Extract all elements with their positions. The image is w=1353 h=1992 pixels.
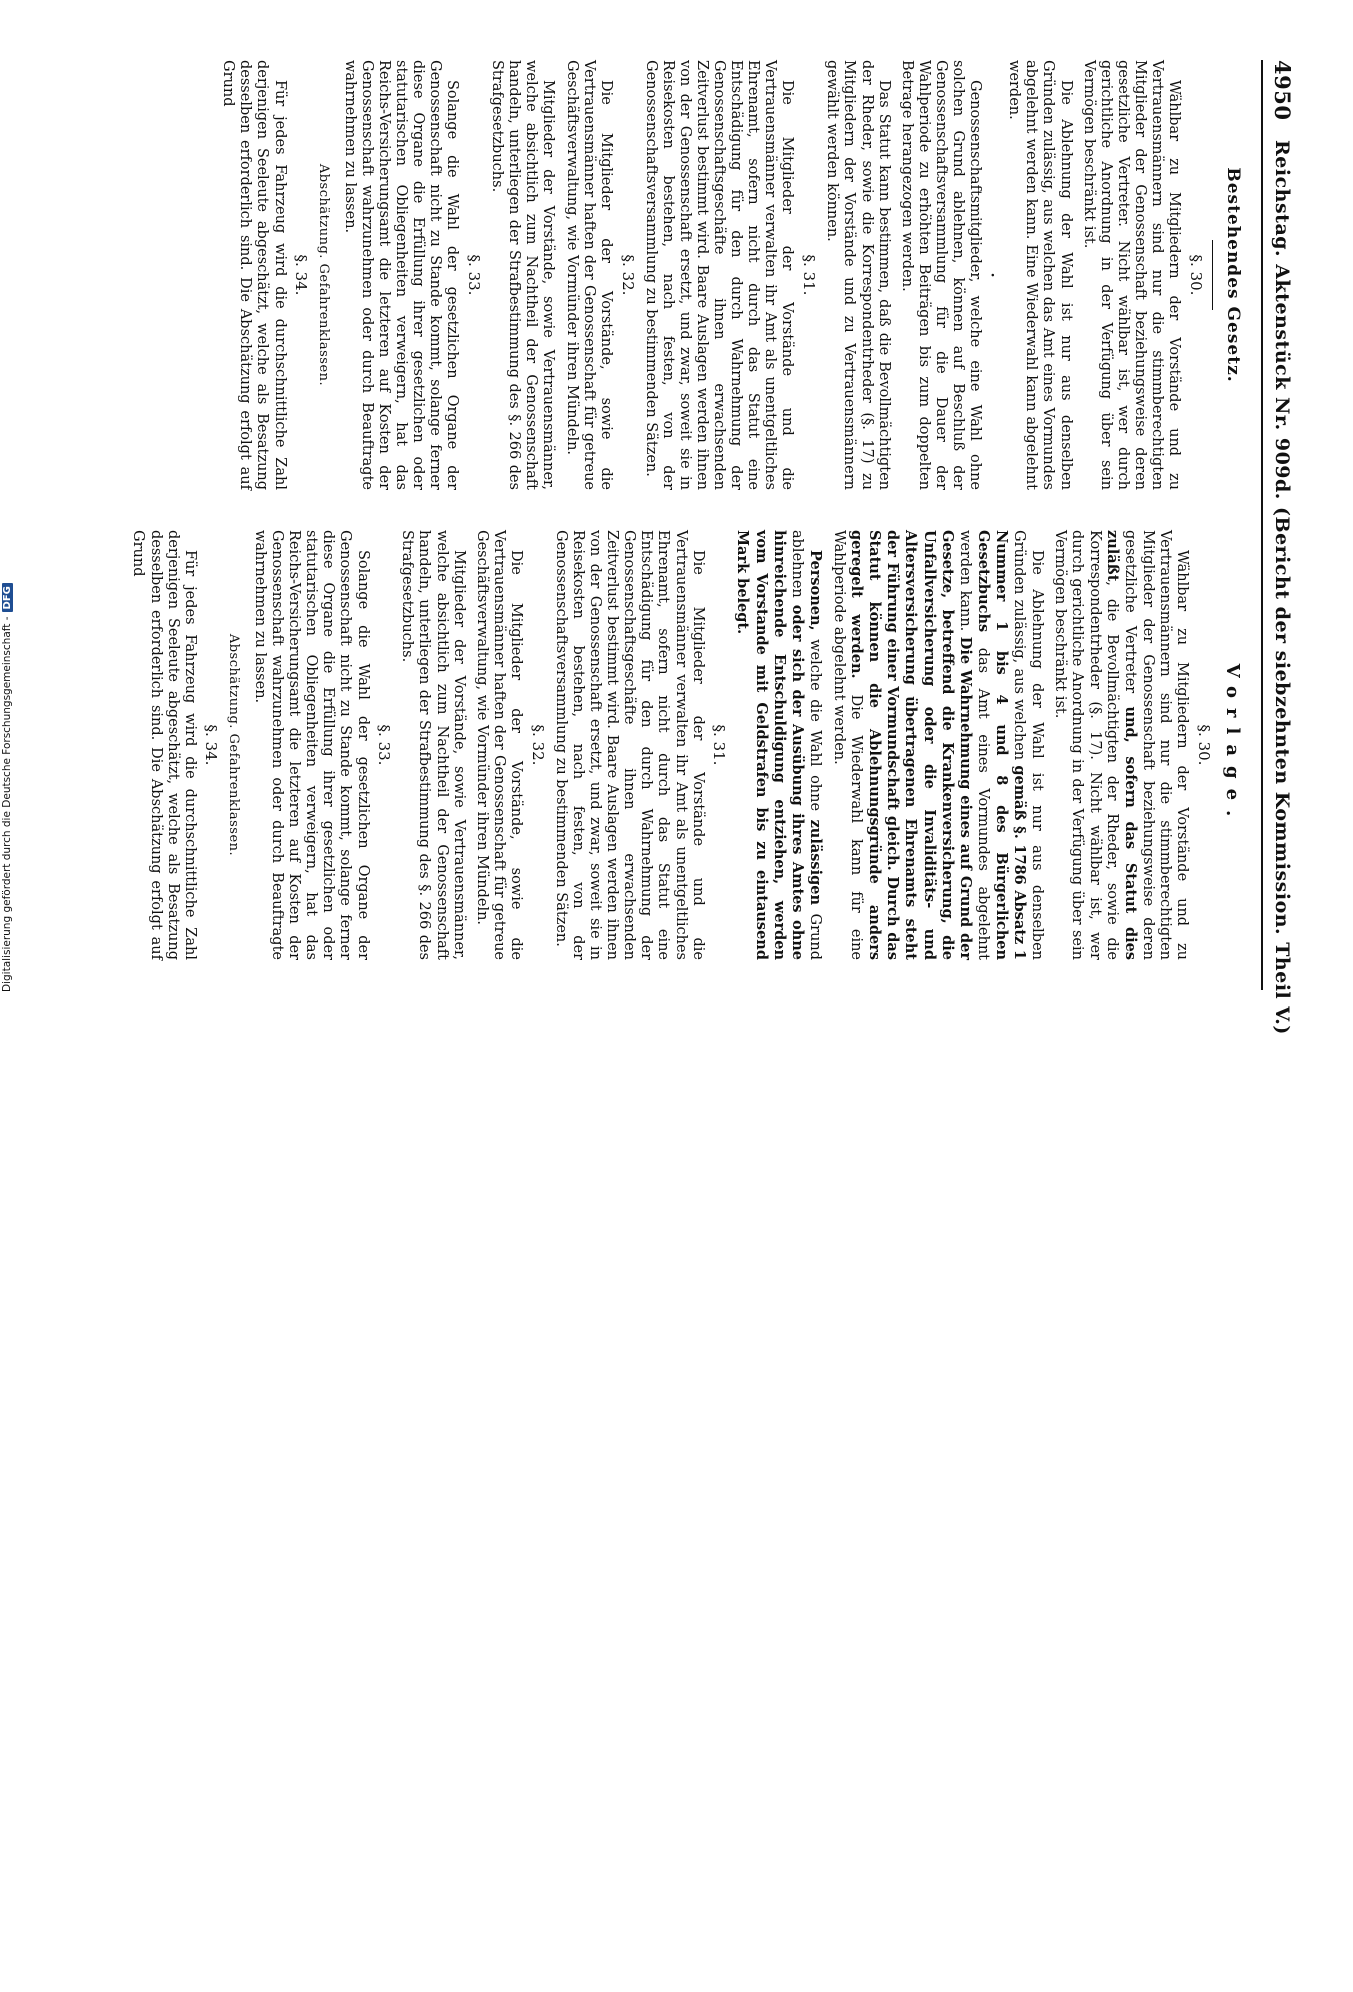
bold-amendment: oder sich der Ausübung ihres Amtes ohne hinreichende Entschuldigung entziehen, werden vom Vorstande mit Geldstrafen bis zu eintausend Mark belegt. [734,530,806,961]
dfg-logo: DFG [2,583,13,612]
page-header [1265,60,1295,1035]
section-heading: §. 30. [1194,724,1213,766]
column-title: Vorlage. [1222,663,1243,827]
paragraph: Solange die Wahl der gesetzlichen Organe der Genossenschaft nicht zu Stande kommt, solange ferner diese Organe die Erfüllung ihrer gesetzlichen oder statutarischen Obliegenheiten verweigern, hat das Reichs-Versicherungsamt die letzteren auf Kosten der Genossenschaft wahrzunehmen oder durch Beauftragte wahrnehmen zu lassen. [251,530,371,960]
text-run: das Amt eines Vormundes abgelehnt werden kann. [956,530,991,960]
section-heading: §. 32. [618,254,637,296]
bold-amendment: zulässigen [806,819,824,905]
credit-line [1,0,13,992]
text-run: Die Ablehnung der Wahl ist nur aus denselben Gründen zulässig, aus welchen [1011,530,1046,960]
column-title: Bestehendes Gesetz. [1223,167,1243,383]
bold-amendment: Personen, [806,550,824,631]
paragraph: Das Statut kann bestimmen, daß die Bevollmächtigten der Rheder, sowie die Korrespondentrheder (§. 17) zu Mitgliedern der Vorstände und zu Vertrauensmännern gewählt werden können. [824,60,892,490]
document-page [65,60,1295,1035]
paragraph: Die Mitglieder der Vorstände und die Vertrauensmänner verwalten ihr Amt als unentgeltliches Ehrenamt, sofern nicht durch das Statut eine Entschädigung für den durch Wahrnehmung der Genossenschaftsgeschäfte ihnen erwachsenden Zeitverlust bestimmt wird. Baare Auslagen werden ihnen von der Genossenschaft ersetzt, und zwar, soweit sie in Reisekosten bestehen, nach festen, von der Genossenschaftsversammlung zu bestimmenden Sätzen. [552,530,706,960]
page-number: 4950 [1270,60,1295,121]
text-run: Grund ablehnen [788,530,823,960]
paragraph: Genossenschaftsmitglieder, welche eine Wahl ohne solchen Grund ablehnen, können auf Beschluß der Genossenschaftsversammlung für die Dauer der Wahlperiode zu erhöhten Beiträgen bis zum doppelten Betrage herangezogen werden. [898,60,984,490]
digitization-credit [1,586,15,1992]
paragraph: Mitglieder der Vorstände, sowie Vertrauensmänner, welche absichtlich zum Nachtheil der Genossenschaft handeln, unterliegen der Strafbestimmung des §. 266 des Strafgesetzbuchs. [489,60,557,490]
section-heading: §. 31. [800,254,819,296]
text-run: , die Bevollmächtigten der Rheder, sowie die Korrespondentrheder (§. 17). Nicht wählbar ist, wer durch gerichtliche Anordnung in der Verfügung über sein Vermögen beschränkt ist. [1052,530,1120,960]
paragraph: Die Mitglieder der Vorstände, sowie die Vertrauensmänner haften der Genossenschaft für getreue Geschäftsverwaltung, wie Vormünder ihren Mündeln. [473,530,524,960]
column-existing-law [79,60,1249,490]
paragraph: Die Ablehnung der Wahl ist nur aus denselben Gründen zulässig, aus welchen das Amt eines Vormundes abgelehnt werden kann. Eine Wiederwahl kann abgelehnt werden. [1006,60,1074,490]
paragraph: Die Mitglieder der Vorstände und die Vertrauensmänner verwalten ihr Amt als unentgeltliches Ehrenamt, sofern nicht durch das Statut eine Entschädigung für den durch Wahrnehmung der Genossenschaftsgeschäfte ihnen erwachsenden Zeitverlust bestimmt wird. Baare Auslagen werden ihnen von der Genossenschaft ersetzt, und zwar, soweit sie in Reisekosten bestehen, nach festen, von der Genossenschaftsversammlung zu bestimmenden Sätzen. [642,60,796,490]
section-subheading: Abschätzung. Gefahrenklassen. [315,163,331,387]
title-rule [1212,240,1213,310]
text-run: Wählbar zu Mitgliedern der Vorstände und zu Vertrauensmännern sind nur die stimmberechtigten Mitglieder der Genossenschaft beziehungsweise deren gesetzliche Vertreter [1121,530,1191,960]
section-heading: §. 30. [1186,254,1205,296]
credit-text: Digitalisierung gefördert durch die Deutsche Forschungsgemeinschaft - [1,616,13,992]
header-rule [1261,60,1263,990]
bold-amendment: und, sofern das Statut dies zuläßt [1103,530,1139,961]
section-heading: §. 33. [465,254,484,296]
paragraph: Für jedes Fahrzeug wird die durchschnittliche Zahl derjenigen Seeleute abgeschätzt, welche als Besatzung desselben erforderlich sind. Die Abschätzung erfolgt auf Grund [220,60,288,490]
section-heading: §. 34. [292,254,311,296]
section-heading: §. 34. [202,724,221,766]
paragraph [1051,530,1190,960]
paragraph [733,530,824,960]
running-title: Reichstag. Aktenstück Nr. 909d. (Bericht der siebzehnten Kommission. Theil V.) [1271,140,1293,1035]
paragraph: Die Mitglieder der Vorstände, sowie die Vertrauensmänner haften der Genossenschaft für getreue Geschäftsverwaltung, wie Vormünder ihren Mündeln. [563,60,614,490]
bold-amendment: Die Wahrnehmung eines auf Grund der Gesetze, betreffend die Krankenversicherung, die Unfallversicherung oder die Invaliditäts- und Altersversicherung übertragenen Ehrenamts steht der Führung einer Vormundschaft gleich. Durch das Statut können die Ablehnungsgründe anders geregelt werden. [848,530,974,961]
paragraph: Für jedes Fahrzeug wird die durchschnittliche Zahl derjenigen Seeleute abgeschätzt, welche als Besatzung desselben erforderlich sind. Die Abschätzung erfolgt auf Grund [130,530,198,960]
bold-amendment: gemäß §. 1786 Absatz 1 Nummer 1 bis 4 und 8 des Bürgerlichen Gesetzbuchs [974,530,1029,961]
section-heading: §. 33. [375,724,394,766]
section-heading: §. 32. [528,724,547,766]
column-proposal [79,530,1249,960]
text-run: welche die Wahl ohne [806,639,823,812]
paragraph [830,530,1045,960]
paragraph: Solange die Wahl der gesetzlichen Organe der Genossenschaft nicht zu Stande kommt, solange ferner diese Organe die Erfüllung ihrer gesetzlichen oder statutarischen Obliegenheiten verweigern, hat das Reichs-Versicherungsamt die letzteren auf Kosten der Genossenschaft wahrzunehmen oder durch Beauftragte wahrnehmen zu lassen. [341,60,461,490]
section-subheading: Abschätzung. Gefahrenklassen. [225,633,241,857]
section-heading: §. 31. [710,724,729,766]
paragraph: Mitglieder der Vorstände, sowie Vertrauensmänner, welche absichtlich zum Nachtheil der Genossenschaft handeln, unterliegen der Strafbestimmung des §. 266 des Strafgesetzbuchs. [399,530,467,960]
dot-mark: · [981,271,1006,279]
paragraph: Wählbar zu Mitgliedern der Vorstände und zu Vertrauensmännern sind nur die stimmberechtigten Mitglieder der Genossenschaft beziehungsweise deren gesetzliche Vertreter. Nicht wählbar ist, wer durch gerichtliche Anordnung in der Verfügung über sein Vermögen beschränkt ist. [1080,60,1183,490]
text-run: Die Wiederwahl kann für eine Wahlperiode abgelehnt werden. [831,530,865,961]
